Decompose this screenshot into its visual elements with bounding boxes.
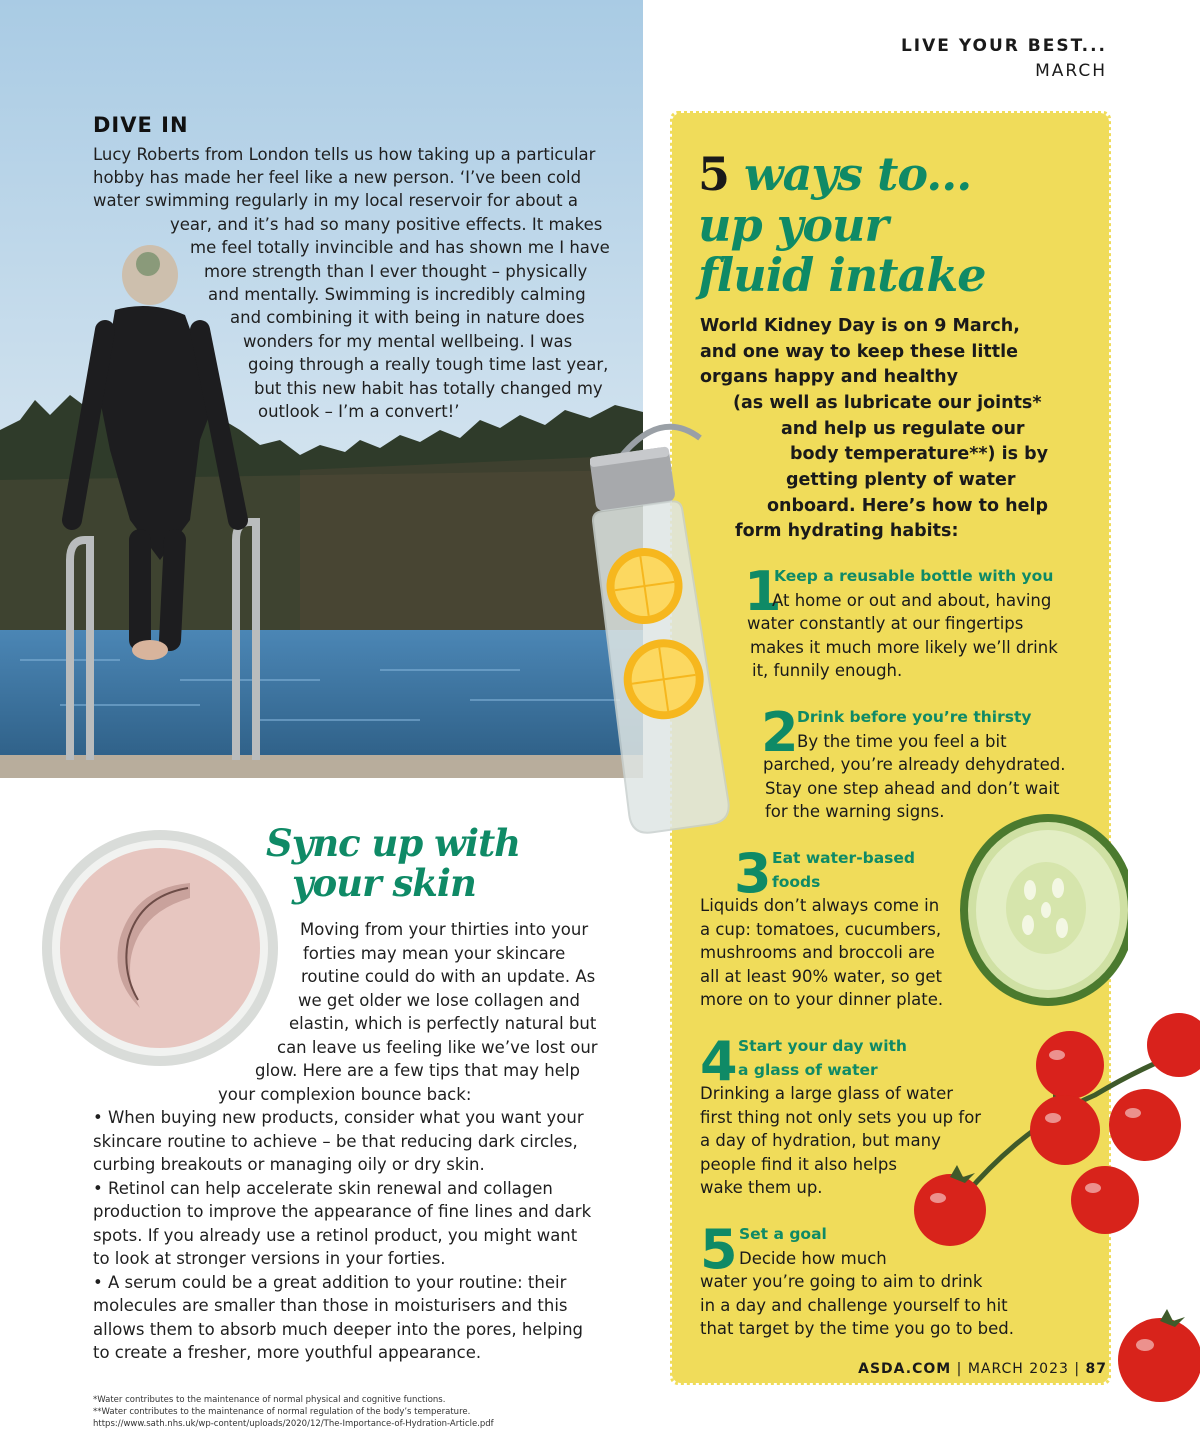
tip-body-line: Stay one step ahead and don’t wait (765, 779, 1060, 798)
sync-line: • A serum could be a great addition to your routine: their (93, 1273, 567, 1292)
sync-line: we get older we lose collagen and (298, 991, 580, 1010)
cucumber-slice-image (958, 810, 1128, 1014)
page-number: 87 (1085, 1361, 1107, 1377)
tip-number: 5 (700, 1218, 738, 1281)
tip-body-line: in a day and challenge yourself to hit (700, 1296, 1008, 1315)
tip-heading: foods (772, 873, 821, 891)
sync-title-line: Sync up with (266, 821, 521, 865)
tip-heading: Start your day with (738, 1037, 907, 1055)
section-month: MARCH (1035, 61, 1107, 81)
footer-site-link[interactable]: ASDA.COM (858, 1361, 952, 1377)
dive-in-line: going through a really tough time last year, (248, 355, 609, 374)
sync-line: • Retinol can help accelerate skin renewal and collagen (93, 1179, 553, 1198)
section-header: LIVE YOUR BEST... (900, 36, 1107, 56)
tip-body-line: By the time you feel a bit (797, 732, 1007, 751)
tip-body-line: Decide how much (739, 1249, 887, 1268)
tip-body-line: people find it also helps (700, 1155, 897, 1174)
sync-title-line: your skin (292, 861, 476, 905)
tip-heading: Drink before you’re thirsty (797, 708, 1032, 726)
dive-in-line: and combining it with being in nature does (230, 308, 585, 327)
tip-body-line: it, funnily enough. (752, 661, 903, 680)
footnote: *Water contributes to the maintenance of normal physical and cognitive functions. (93, 1395, 446, 1405)
sync-line: glow. Here are a few tips that may help (255, 1061, 580, 1080)
tip-heading: Eat water-based (772, 849, 916, 867)
sync-line: elastin, which is perfectly natural but (289, 1014, 597, 1033)
dive-in-line: more strength than I ever thought – physically (204, 262, 588, 281)
intro-line: and one way to keep these little (700, 342, 1018, 362)
intro-line: getting plenty of water (786, 470, 1016, 490)
sync-line: to look at stronger versions in your forties. (93, 1249, 446, 1268)
tip-body-line: Drinking a large glass of water (700, 1084, 954, 1103)
sync-line: Moving from your thirties into your (300, 920, 589, 939)
dive-in-heading: DIVE IN (93, 113, 189, 137)
sync-line: can leave us feeling like we’ve lost our (277, 1038, 598, 1057)
sync-line: to create a fresher, more youthful appearance. (93, 1343, 482, 1362)
tip-number: 4 (700, 1030, 738, 1093)
tip-heading: a glass of water (738, 1061, 878, 1079)
dive-in-line: water swimming regularly in my local reservoir for about a (93, 191, 578, 210)
tip-body-line: first thing not only sets you up for (700, 1108, 982, 1127)
tip-body-line: a day of hydration, but many (700, 1131, 941, 1150)
dive-in-line: Lucy Roberts from London tells us how taking up a particular (93, 145, 596, 164)
dive-in-line: wonders for my mental wellbeing. I was (243, 332, 573, 351)
sync-line: molecules are smaller than those in moisturisers and this (93, 1296, 568, 1315)
sync-line: production to improve the appearance of fine lines and dark (93, 1202, 592, 1221)
tip-body-line: At home or out and about, having (772, 591, 1052, 610)
tip-body-line: all at least 90% water, so get (700, 967, 942, 986)
sync-line: curbing breakouts or managing oily or dry skin. (93, 1155, 485, 1174)
tip-body-line: water constantly at our fingertips (747, 614, 1024, 633)
dive-in-line: year, and it’s had so many positive effects. It makes (170, 215, 603, 234)
dive-in-line: outlook – I’m a convert!’ (258, 402, 460, 421)
tip-body-line: mushrooms and broccoli are (700, 943, 935, 962)
tip-body-line: a cup: tomatoes, cucumbers, (700, 920, 942, 939)
intro-line: World Kidney Day is on 9 March, (700, 316, 1020, 336)
tip-number: 1 (744, 560, 782, 623)
sync-line: allows them to absorb much deeper into the pores, helping (93, 1320, 584, 1339)
tip-heading: Set a goal (739, 1225, 827, 1243)
intro-line: and help us regulate our (781, 419, 1025, 439)
intro-line: organs happy and healthy (700, 367, 959, 387)
footer-issue: MARCH 2023 (967, 1361, 1069, 1377)
footnote-link[interactable]: https://www.sath.nhs.uk/wp-content/uploads/2020/12/The-Importance-of-Hydration-Article.pdf (93, 1419, 494, 1429)
tip-body-line: water you’re going to aim to drink (700, 1272, 983, 1291)
intro-line: (as well as lubricate our joints* (733, 393, 1042, 413)
title-line: ways to... (744, 147, 972, 201)
tip-body-line: more on to your dinner plate. (700, 990, 944, 1009)
sync-line: routine could do with an update. As (301, 967, 596, 986)
sync-line: spots. If you already use a retinol product, you might want (93, 1226, 578, 1245)
sync-line: your complexion bounce back: (218, 1085, 472, 1104)
footer-divider: | (956, 1361, 968, 1377)
intro-line: form hydrating habits: (735, 521, 959, 541)
tip-body-line: Liquids don’t always come in (700, 896, 940, 915)
skincare-cream-image (40, 828, 300, 1092)
title-line: up your (698, 198, 888, 252)
sync-line: forties may mean your skincare (303, 944, 566, 963)
tip-body-line: for the warning signs. (765, 802, 945, 821)
tip-number: 3 (734, 842, 772, 905)
tip-body-line: wake them up. (700, 1178, 823, 1197)
tip-number: 2 (761, 701, 799, 764)
tip-body-line: parched, you’re already dehydrated. (763, 755, 1066, 774)
tip-heading: Keep a reusable bottle with you (774, 567, 1054, 585)
intro-line: body temperature**) is by (790, 444, 1049, 464)
intro-line: onboard. Here’s how to help (767, 496, 1048, 516)
water-bottle-image (590, 418, 750, 842)
tip-body-line: that target by the time you go to bed. (700, 1319, 1015, 1338)
sync-line: • When buying new products, consider what you want your (93, 1108, 584, 1127)
title-line: fluid intake (698, 248, 986, 302)
sync-line: skincare routine to achieve – be that reducing dark circles, (93, 1132, 578, 1151)
tip-body-line: makes it much more likely we’ll drink (750, 638, 1058, 657)
page-footer (858, 1361, 1107, 1377)
dive-in-line: and mentally. Swimming is incredibly calming (208, 285, 586, 304)
dive-in-line: but this new habit has totally changed my (254, 379, 603, 398)
dive-in-line: hobby has made her feel like a new person. ‘I’ve been cold (93, 168, 582, 187)
footer-divider: | (1074, 1361, 1086, 1377)
title-number: 5 (698, 147, 730, 201)
footnote: **Water contributes to the maintenance of normal regulation of the body’s temperature. (93, 1407, 471, 1417)
dive-in-line: me feel totally invincible and has shown me I have (190, 238, 610, 257)
